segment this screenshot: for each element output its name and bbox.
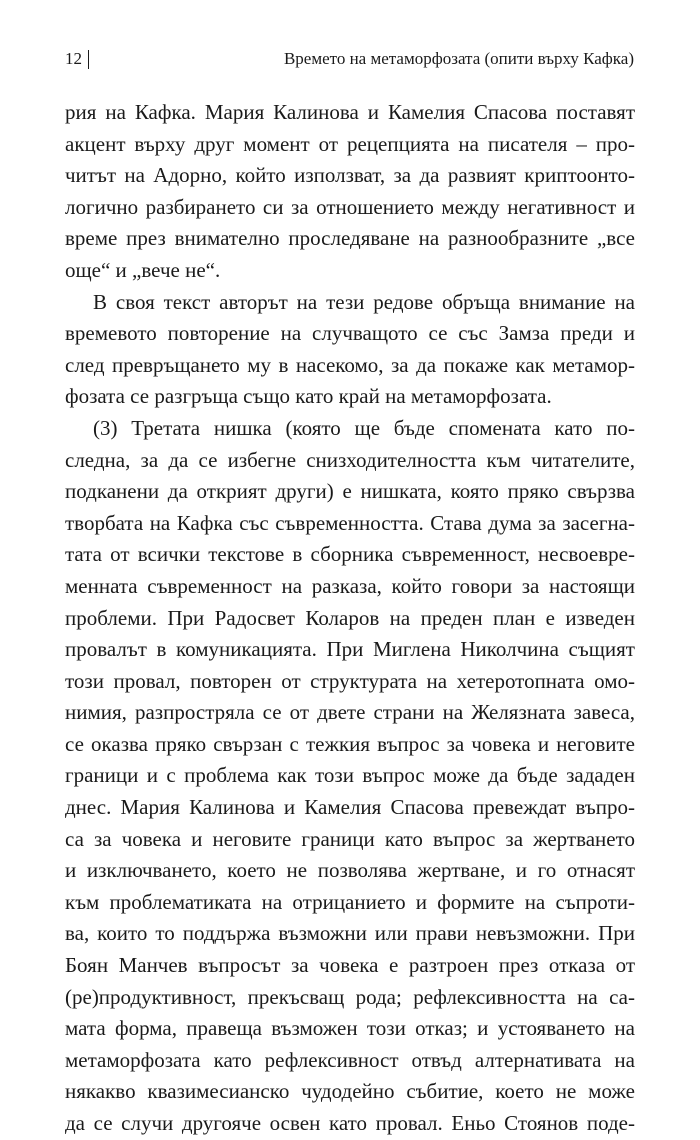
text-line: време през внимателно проследяване на разнообразните „все	[65, 226, 635, 251]
text-line: подканени да открият други) е нишката, която пряко свързва	[65, 479, 635, 504]
text-line: мата форма, правеща възможен този отказ; и устояването на	[65, 1016, 635, 1041]
running-header	[65, 46, 634, 72]
text-line: фозата се разгръща също като край на метаморфозата.	[65, 384, 552, 409]
text-line: ва, които то поддържа възможни или прави невъзможни. При	[65, 921, 635, 946]
text-line: проблеми. При Радосвет Коларов на преден план е изведен	[65, 605, 635, 630]
text-line: са за човека и неговите граници като въпрос за жертването	[65, 826, 635, 851]
text-line: днес. Мария Калинова и Камелия Спасова превеждат въпро-	[65, 795, 635, 820]
text-line: акцент върху друг момент от рецепцията на писателя – про-	[65, 131, 635, 156]
text-line: този провал, повторен от структурата на хетеротопната омо-	[65, 668, 635, 693]
text-line: следна, за да се избегне снизходителността към читателите,	[65, 447, 635, 472]
text-line: след превръщането му в насекомо, за да покаже как метамор-	[65, 352, 635, 377]
text-line: някакво квазимесианско чудодейно събитие, което не може	[65, 1079, 635, 1104]
text-line: се оказва пряко свързан с тежкия въпрос за човека и неговите	[65, 731, 635, 756]
text-line: Боян Манчев въпросът за човека е разтроен през отказа от	[65, 953, 635, 978]
text-line: времевото повторение на случващото се със Замза преди и	[65, 321, 635, 346]
body-text	[65, 97, 635, 1140]
text-line: менната съвременност на разказа, който говори за настоящи	[65, 573, 635, 598]
text-line: читът на Адорно, който използват, за да развият криптоонто-	[65, 163, 635, 188]
text-line: провалът в комуникацията. При Миглена Николчина същият	[65, 637, 635, 662]
text-line: В своя текст авторът на тези редове обръща внимание на	[93, 289, 635, 314]
page-number: 12	[65, 49, 82, 68]
text-line: граници и с проблема как този въпрос може да бъде зададен	[65, 763, 635, 788]
running-title: Времето на метаморфозата (опити върху Кафка)	[283, 49, 634, 68]
header-divider	[88, 50, 89, 69]
text-line: нимия, разпростряла се от двете страни на Желязната завеса,	[65, 700, 635, 725]
text-line: към проблематиката на отрицанието и формите на съпроти-	[65, 889, 635, 914]
text-line: да се случи другояче освен като провал. Еньо Стоянов поде-	[65, 1111, 635, 1135]
text-line: още“ и „вече не“.	[65, 257, 221, 282]
text-line: метаморфозата като рефлексивност отвъд алтернативата на	[65, 1047, 635, 1072]
text-line: и изключването, което не позволява жертване, и го отнасят	[65, 858, 635, 883]
text-line: (3) Третата нишка (която ще бъде спомената като по-	[93, 415, 635, 440]
text-line: (ре)продуктивност, прекъсващ рода; рефлексивността на са-	[65, 984, 635, 1009]
text-line: творбата на Кафка със съвременността. Става дума за засегна-	[65, 510, 635, 535]
text-line: логично разбирането си за отношението между негативност и	[65, 194, 635, 219]
text-line: тата от всички текстове в сборника съвременност, несвоевре-	[65, 542, 635, 567]
text-line: рия на Кафка. Мария Калинова и Камелия Спасова поставят	[65, 100, 635, 124]
